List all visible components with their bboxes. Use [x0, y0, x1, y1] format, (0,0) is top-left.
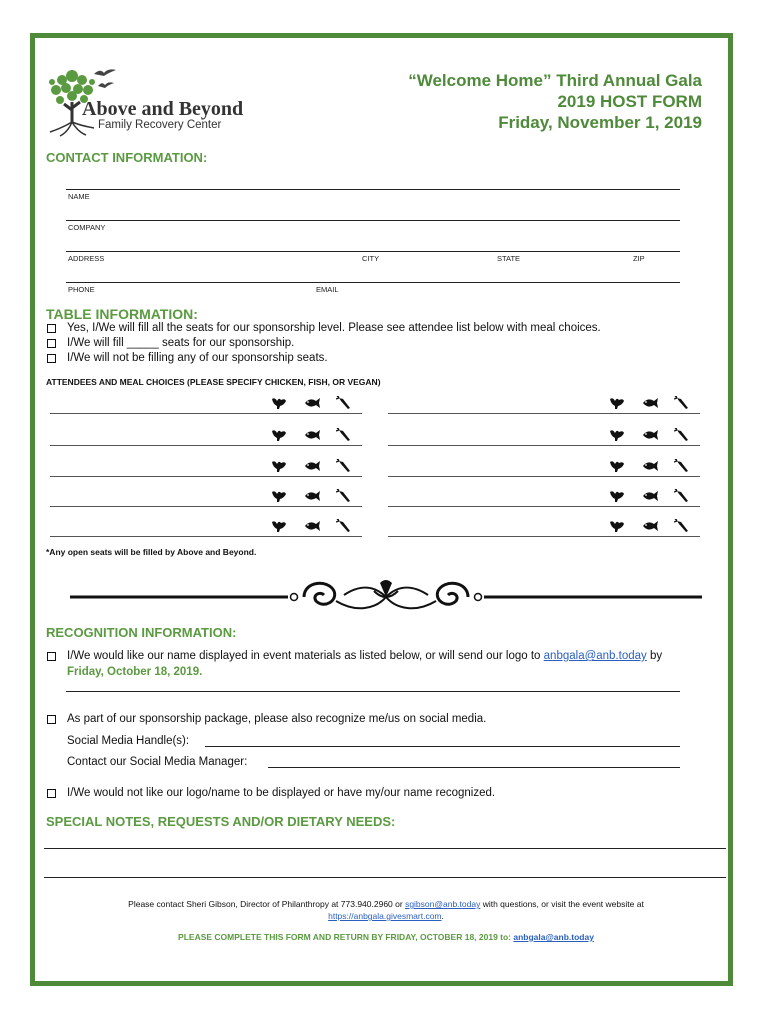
option-no-seats: I/We will not be filling any of our sponsorship seats. [67, 352, 328, 364]
chicken-icon[interactable] [270, 428, 288, 442]
vegan-carrot-icon[interactable] [674, 489, 692, 503]
fish-icon[interactable] [303, 459, 321, 473]
email-label: EMAIL [316, 285, 339, 294]
social-manager-label: Contact our Social Media Manager: [67, 756, 248, 768]
option-social-media: As part of our sponsorship package, please also recognize me/us on social media. [67, 713, 487, 725]
social-handle-field[interactable] [205, 746, 680, 747]
state-label: STATE [497, 254, 521, 263]
option-display-name-text: I/We would like our name displayed in event materials as listed below, or will send our logo to [67, 650, 544, 662]
fish-icon[interactable] [303, 396, 321, 410]
footer-contact-text: Please contact Sheri Gibson, Director of Philanthropy at 773.940.2960 or [128, 899, 406, 909]
table-info-heading: TABLE INFORMATION: [46, 306, 198, 322]
checkbox-social-media[interactable] [47, 715, 56, 724]
event-website-link[interactable]: https://anbgala.givesmart.com [328, 911, 442, 921]
special-notes-line-2[interactable] [44, 877, 726, 878]
fish-icon[interactable] [303, 428, 321, 442]
chicken-icon[interactable] [270, 459, 288, 473]
phone-label: PHONE [68, 285, 95, 294]
logo-name: Above and Beyond [82, 98, 244, 120]
checkbox-fill-all-seats[interactable] [47, 324, 56, 333]
chicken-icon[interactable] [608, 519, 626, 533]
fish-icon[interactable] [641, 459, 659, 473]
vegan-carrot-icon[interactable] [674, 396, 692, 410]
fish-icon[interactable] [303, 489, 321, 503]
name-label: NAME [68, 192, 90, 201]
vegan-carrot-icon[interactable] [336, 489, 354, 503]
attendee-name-field[interactable] [388, 536, 700, 537]
fish-icon[interactable] [641, 396, 659, 410]
display-name-field[interactable] [66, 691, 680, 692]
attendee-name-field[interactable] [50, 445, 362, 446]
contact-heading: CONTACT INFORMATION: [46, 150, 208, 165]
recognition-deadline: Friday, October 18, 2019. [67, 666, 203, 678]
attendee-name-field[interactable] [50, 413, 362, 414]
attendees-heading: ATTENDEES AND MEAL CHOICES (PLEASE SPECIFY CHICKEN, FISH, OR VEGAN) [46, 377, 381, 387]
zip-label: ZIP [633, 254, 645, 263]
ornamental-divider [66, 573, 706, 623]
fish-icon[interactable] [303, 519, 321, 533]
attendee-name-field[interactable] [388, 476, 700, 477]
vegan-carrot-icon[interactable] [674, 459, 692, 473]
checkbox-no-recognition[interactable] [47, 789, 56, 798]
chicken-icon[interactable] [608, 459, 626, 473]
chicken-icon[interactable] [270, 396, 288, 410]
return-instructions: PLEASE COMPLETE THIS FORM AND RETURN BY FRIDAY, OCTOBER 18, 2019 to: [178, 932, 514, 942]
vegan-carrot-icon[interactable] [674, 519, 692, 533]
company-label: COMPANY [68, 223, 106, 232]
chicken-icon[interactable] [270, 489, 288, 503]
special-notes-line-1[interactable] [44, 848, 726, 849]
attendee-name-field[interactable] [50, 536, 362, 537]
vegan-carrot-icon[interactable] [674, 428, 692, 442]
option-fill-some-seats: I/We will fill _____ seats for our sponsorship. [67, 337, 295, 349]
footer-contact [66, 898, 706, 922]
page-border [30, 33, 733, 986]
name-field[interactable] [66, 189, 680, 190]
option-fill-all-seats: Yes, I/We will fill all the seats for our sponsorship level. Please see attendee list below with meal choices. [67, 322, 601, 334]
vegan-carrot-icon[interactable] [336, 428, 354, 442]
form-title [408, 70, 702, 133]
option-display-name-by: by [646, 650, 663, 662]
fish-icon[interactable] [641, 428, 659, 442]
fish-icon[interactable] [641, 489, 659, 503]
attendee-name-field[interactable] [388, 445, 700, 446]
city-label: CITY [362, 254, 380, 263]
birds-icon [92, 64, 122, 94]
open-seats-note: *Any open seats will be filled by Above and Beyond. [46, 547, 257, 557]
attendee-name-field[interactable] [388, 506, 700, 507]
social-handle-label: Social Media Handle(s): [67, 735, 190, 747]
checkbox-no-seats[interactable] [47, 354, 56, 363]
footer-contact-after: with questions, or visit the event website at [480, 899, 644, 909]
option-display-name [67, 650, 662, 662]
address-field[interactable] [66, 251, 680, 252]
vegan-carrot-icon[interactable] [336, 396, 354, 410]
phone-email-field[interactable] [66, 282, 680, 283]
checkbox-display-name[interactable] [47, 652, 56, 661]
logo-subtitle: Family Recovery Center [98, 119, 222, 131]
footer-website-period: . [441, 911, 444, 921]
option-no-recognition: I/We would not like our logo/name to be displayed or have my/our name recognized. [67, 787, 496, 799]
recognition-heading: RECOGNITION INFORMATION: [46, 625, 237, 640]
special-notes-heading: SPECIAL NOTES, REQUESTS AND/OR DIETARY NEEDS: [46, 814, 396, 829]
chicken-icon[interactable] [608, 396, 626, 410]
form-name: 2019 HOST FORM [557, 92, 702, 111]
chicken-icon[interactable] [608, 489, 626, 503]
vegan-carrot-icon[interactable] [336, 519, 354, 533]
company-field[interactable] [66, 220, 680, 221]
return-email-link[interactable]: anbgala@anb.today [513, 932, 594, 942]
logo [42, 62, 262, 140]
checkbox-fill-some-seats[interactable] [47, 339, 56, 348]
chicken-icon[interactable] [270, 519, 288, 533]
attendee-name-field[interactable] [50, 476, 362, 477]
event-title: “Welcome Home” Third Annual Gala [408, 71, 702, 90]
attendee-name-field[interactable] [50, 506, 362, 507]
fish-icon[interactable] [641, 519, 659, 533]
vegan-carrot-icon[interactable] [336, 459, 354, 473]
address-label: ADDRESS [68, 254, 105, 263]
footer-return [66, 932, 706, 942]
event-date: Friday, November 1, 2019 [498, 113, 702, 132]
chicken-icon[interactable] [608, 428, 626, 442]
attendee-name-field[interactable] [388, 413, 700, 414]
recognition-email-link[interactable]: anbgala@anb.today [543, 650, 647, 662]
social-manager-field[interactable] [268, 767, 680, 768]
contact-email-link[interactable]: sgibson@anb.today [405, 899, 481, 909]
